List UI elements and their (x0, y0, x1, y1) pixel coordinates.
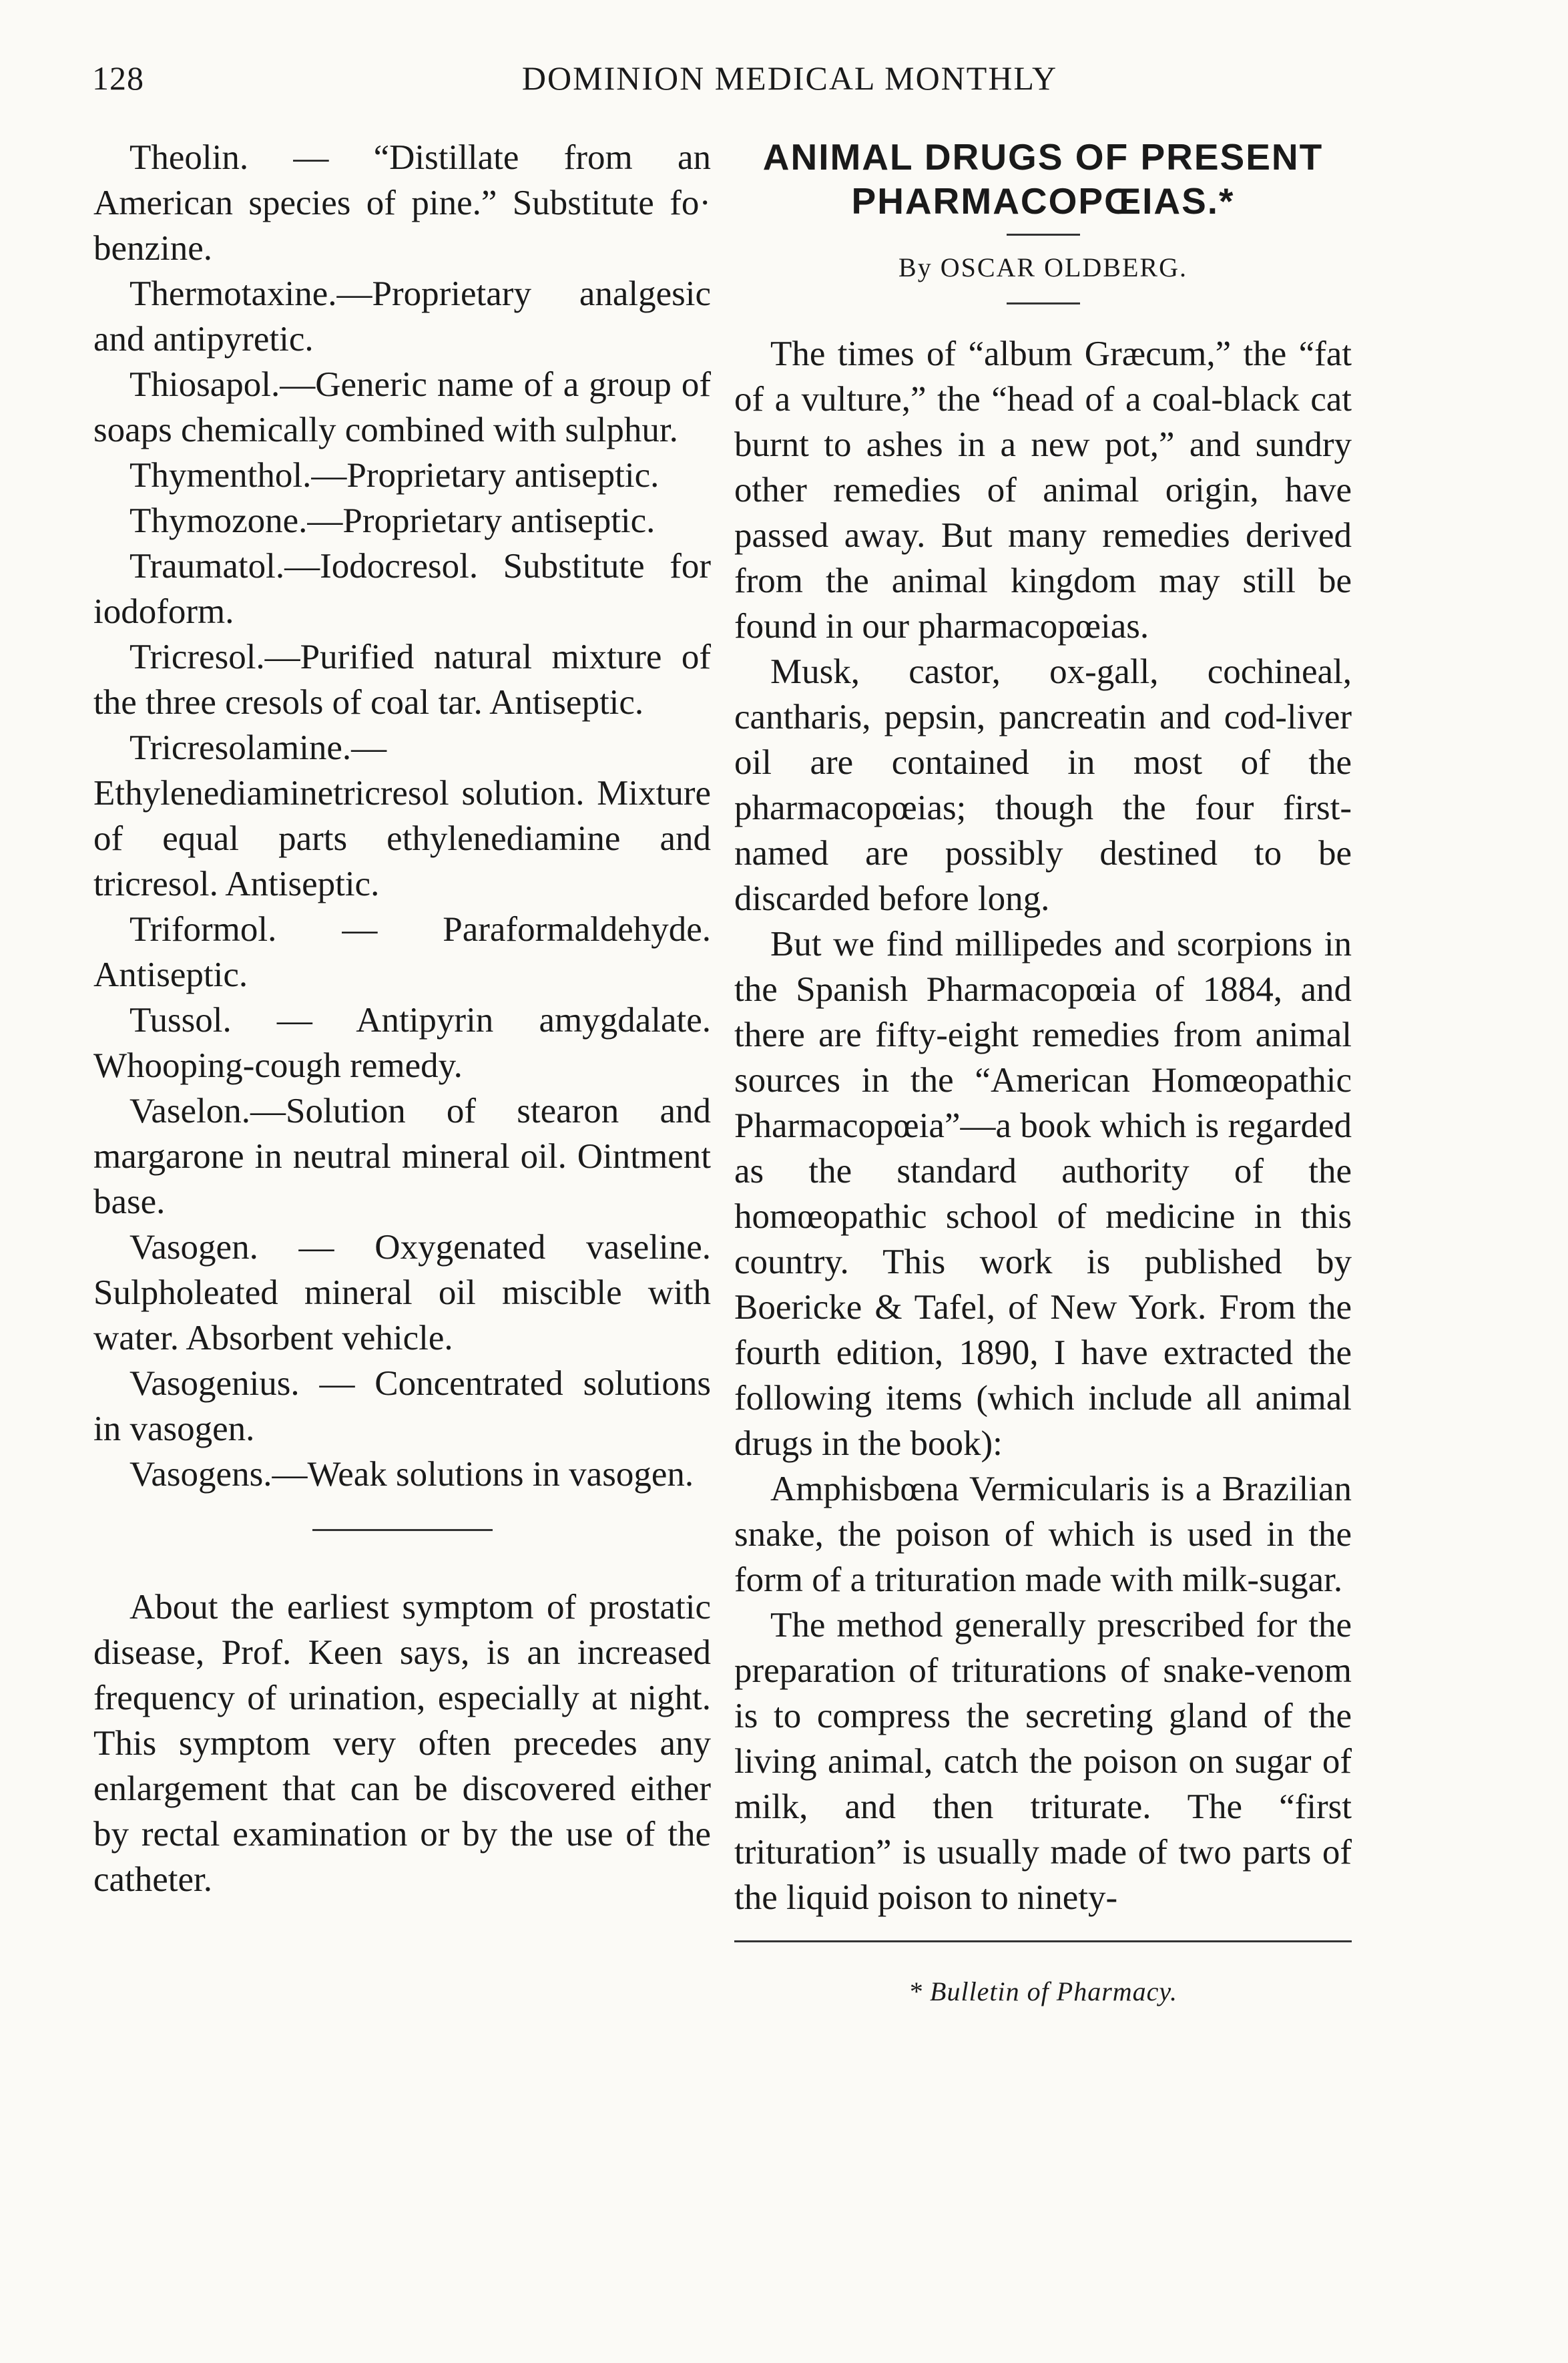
glossary-entry-thymozone: Thymozone.—Proprietary antiseptic. (129, 501, 656, 540)
glossary-entry-traumatol: Traumatol.—Iodocresol. Substitute for iodoform. (93, 547, 711, 631)
glossary-entry-tricresolamine: Tricresolamine.—Ethylenediaminetricresol solution. Mixture of equal parts ethylenediamine and tricresol. Antiseptic. (93, 728, 711, 903)
glossary-entry-tussol: Tussol. — Antipyrin amygdalate. Whooping-cough remedy. (93, 1001, 711, 1085)
prostatic-disease-note: About the earliest symptom of prostatic disease, Prof. Keen says, is an increased frequency of urination, especially at night. This symptom very often precedes any enlargement that can be discovered either by rectal examination or by the use of the catheter. (93, 1588, 711, 1899)
page-number: 128 (92, 59, 144, 97)
footnote: * Bulletin of Pharmacy. (908, 1976, 1178, 2006)
running-title: DOMINION MEDICAL MONTHLY (521, 59, 1058, 97)
glossary-entry-thymenthol: Thymenthol.—Proprietary antiseptic. (129, 456, 660, 495)
article-paragraph-4: Amphisbœna Vermicularis is a Brazilian snake, the poison of which is used in the form of a trituration made with milk-sugar. (734, 1470, 1352, 1599)
article-title-line-2: PHARMACOPŒIAS.* (851, 180, 1235, 222)
article-paragraph-2: Musk, castor, ox-gall, cochineal, cantharis, pepsin, pancreatin and cod-liver oil are contained in most of the pharmacopœias; though the four first-named are possibly destined to be discarded before long. (734, 652, 1352, 918)
page-header (92, 59, 1487, 119)
glossary-entry-tricresol: Tricresol.—Purified natural mixture of the three cresols of coal tar. Antiseptic. (93, 638, 711, 722)
article-paragraph-3: But we find millipedes and scorpions in the Spanish Pharmacopœia of 1884, and there are fifty-eight remedies from animal sources in the “American Homœopathic Pharmacopœia”—a book which is regarded as the standard authority of the homœopathic school of medicine in this country. This work is published by Boericke & Tafel, of New York. From the fourth edition, 1890, I have extracted the following items (which include all animal drugs in the book): (734, 925, 1352, 1463)
glossary-entry-vasogenius: Vasogenius. — Concentrated solutions in vasogen. (93, 1364, 711, 1448)
glossary-entry-thermotaxine: Thermotaxine.—Proprietary analgesic and antipyretic. (93, 274, 711, 359)
glossary-entry-vaselon: Vaselon.—Solution of stearon and margarone in neutral mineral oil. Ointment base. (93, 1092, 711, 1221)
title-divider (1007, 234, 1080, 236)
article-paragraph-1: The times of “album Græcum,” the “fat of a vulture,” the “head of a coal-black cat burnt to ashes in a new pot,” and sundry other remedies of animal origin, have passed away. But many remedies derived from the animal kingdom may still be found in our pharmacopœias. (734, 335, 1352, 646)
glossary-entry-vasogens: Vasogens.—Weak solutions in vasogen. (129, 1455, 694, 1494)
left-column (93, 135, 711, 1902)
section-divider (312, 1529, 493, 1531)
right-column (734, 135, 1352, 2041)
byline-divider (1007, 302, 1080, 304)
footnote-divider (734, 1940, 1352, 1942)
glossary-entry-vasogen: Vasogen. — Oxygenated vaseline. Sulpholeated mineral oil miscible with water. Absorbent vehicle. (93, 1228, 711, 1357)
article-title-line-1: ANIMAL DRUGS OF PRESENT (762, 136, 1324, 178)
glossary-entry-triformol: Triformol. — Paraformaldehyde. Antiseptic. (93, 910, 711, 994)
glossary-entry-theolin: Theolin. — “Distillate from an American species of pine.” Substitute fo· benzine. (93, 138, 711, 268)
glossary-entry-thiosapol: Thiosapol.—Generic name of a group of soaps chemically combined with sulphur. (93, 365, 711, 449)
article-paragraph-5: The method generally prescribed for the preparation of triturations of snake-venom is to compress the secreting gland of the living animal, catch the poison on sugar of milk, and then triturate. The “first trituration” is usually made of two parts of the liquid poison to ninety- (734, 1606, 1352, 1917)
article-byline: By OSCAR OLDBERG. (898, 252, 1188, 282)
